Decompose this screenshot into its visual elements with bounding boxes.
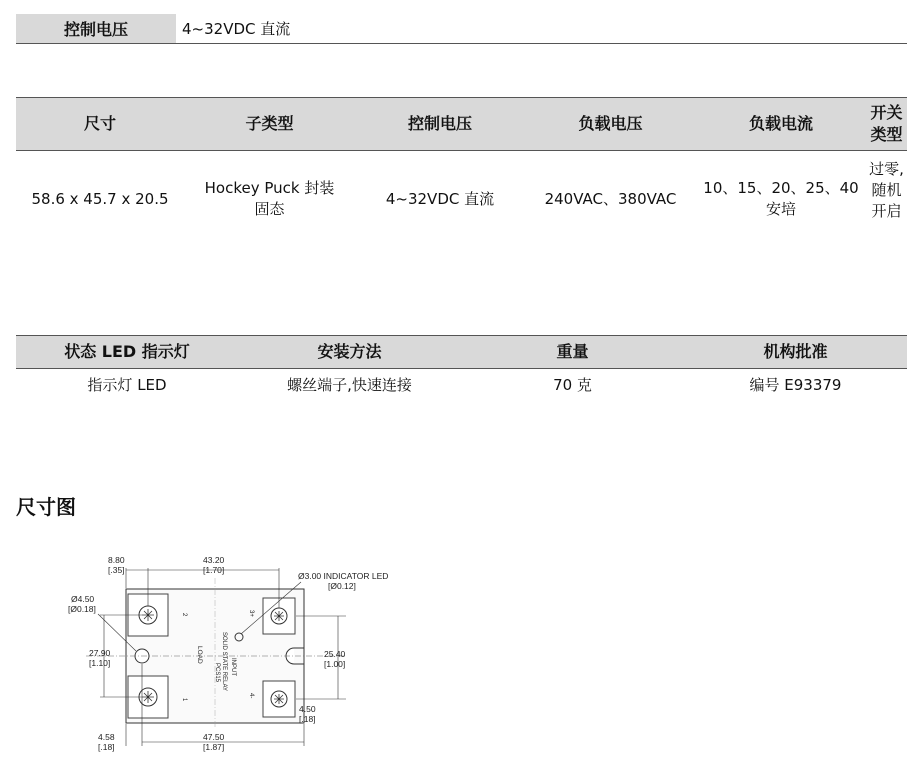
svg-text:[1.87]: [1.87] [203, 742, 225, 752]
header-size: 尺寸 [83, 114, 116, 133]
svg-text:[1.70]: [1.70] [203, 565, 225, 575]
svg-text:1: 1 [181, 698, 187, 702]
cell-control-voltage: 4~32VDC 直流 [385, 189, 495, 208]
header-load-voltage: 负载电压 [578, 114, 643, 133]
svg-text:4-: 4- [248, 693, 254, 699]
cell-subtype: Hockey Puck 封装固态 [204, 179, 335, 218]
dimension-drawing [56, 548, 396, 756]
info-table-header [16, 335, 907, 369]
svg-text:[Ø0.18]: [Ø0.18] [68, 604, 96, 614]
table-row [16, 369, 907, 401]
svg-text:[.18]: [.18] [98, 742, 115, 752]
svg-text:[.35]: [.35] [108, 565, 125, 575]
svg-text:4.58: 4.58 [98, 732, 115, 742]
svg-text:LOAD: LOAD [196, 646, 203, 664]
cell-switch-type: 过零,随机开启 [869, 160, 904, 220]
header-mounting: 安装方法 [317, 342, 382, 361]
control-voltage-label: 控制电压 [16, 14, 176, 43]
header-approval: 机构批准 [763, 342, 828, 361]
control-voltage-row [16, 14, 907, 44]
cell-status-led: 指示灯 LED [87, 375, 167, 394]
svg-text:INPUT: INPUT [230, 658, 236, 676]
cell-approval: 编号 E93379 [749, 375, 842, 394]
cell-weight: 70 克 [553, 375, 592, 394]
table-row [16, 151, 907, 247]
svg-text:[.18]: [.18] [299, 714, 316, 724]
svg-text:4.50: 4.50 [299, 704, 316, 714]
spec-table [16, 97, 907, 247]
svg-text:3+: 3+ [248, 610, 254, 617]
cell-load-current: 10、15、20、25、40 安培 [703, 179, 859, 218]
cell-size: 58.6 x 45.7 x 20.5 [31, 189, 169, 208]
svg-text:2: 2 [181, 613, 187, 617]
svg-text:SOLID STATE RELAY: SOLID STATE RELAY [221, 632, 227, 692]
header-status-led: 状态 LED 指示灯 [64, 342, 190, 361]
header-weight: 重量 [556, 342, 589, 361]
svg-text:Ø3.00 INDICATOR LED: Ø3.00 INDICATOR LED [298, 571, 389, 581]
svg-text:[1.00]: [1.00] [324, 659, 346, 669]
cell-load-voltage: 240VAC、380VAC [544, 189, 677, 208]
cell-mounting: 螺丝端子,快速连接 [287, 375, 412, 394]
header-load-current: 负载电流 [748, 114, 813, 133]
svg-text:8.80: 8.80 [108, 555, 125, 565]
info-table [16, 335, 907, 401]
svg-text:[Ø0.12]: [Ø0.12] [328, 581, 356, 591]
svg-text:47.50: 47.50 [203, 732, 225, 742]
svg-text:27.90: 27.90 [89, 648, 111, 658]
svg-text:PCS15: PCS15 [214, 663, 220, 683]
header-control-voltage: 控制电压 [407, 114, 472, 133]
spec-table-header [16, 97, 907, 151]
svg-text:[1.10]: [1.10] [89, 658, 111, 668]
header-switch-type: 开关类型 [870, 103, 903, 144]
control-voltage-value: 4~32VDC 直流 [182, 20, 291, 38]
svg-text:43.20: 43.20 [203, 555, 225, 565]
dimension-drawing-title: 尺寸图 [16, 495, 76, 519]
svg-text:Ø4.50: Ø4.50 [71, 594, 95, 604]
svg-text:25.40: 25.40 [324, 649, 346, 659]
header-subtype: 子类型 [245, 114, 294, 133]
